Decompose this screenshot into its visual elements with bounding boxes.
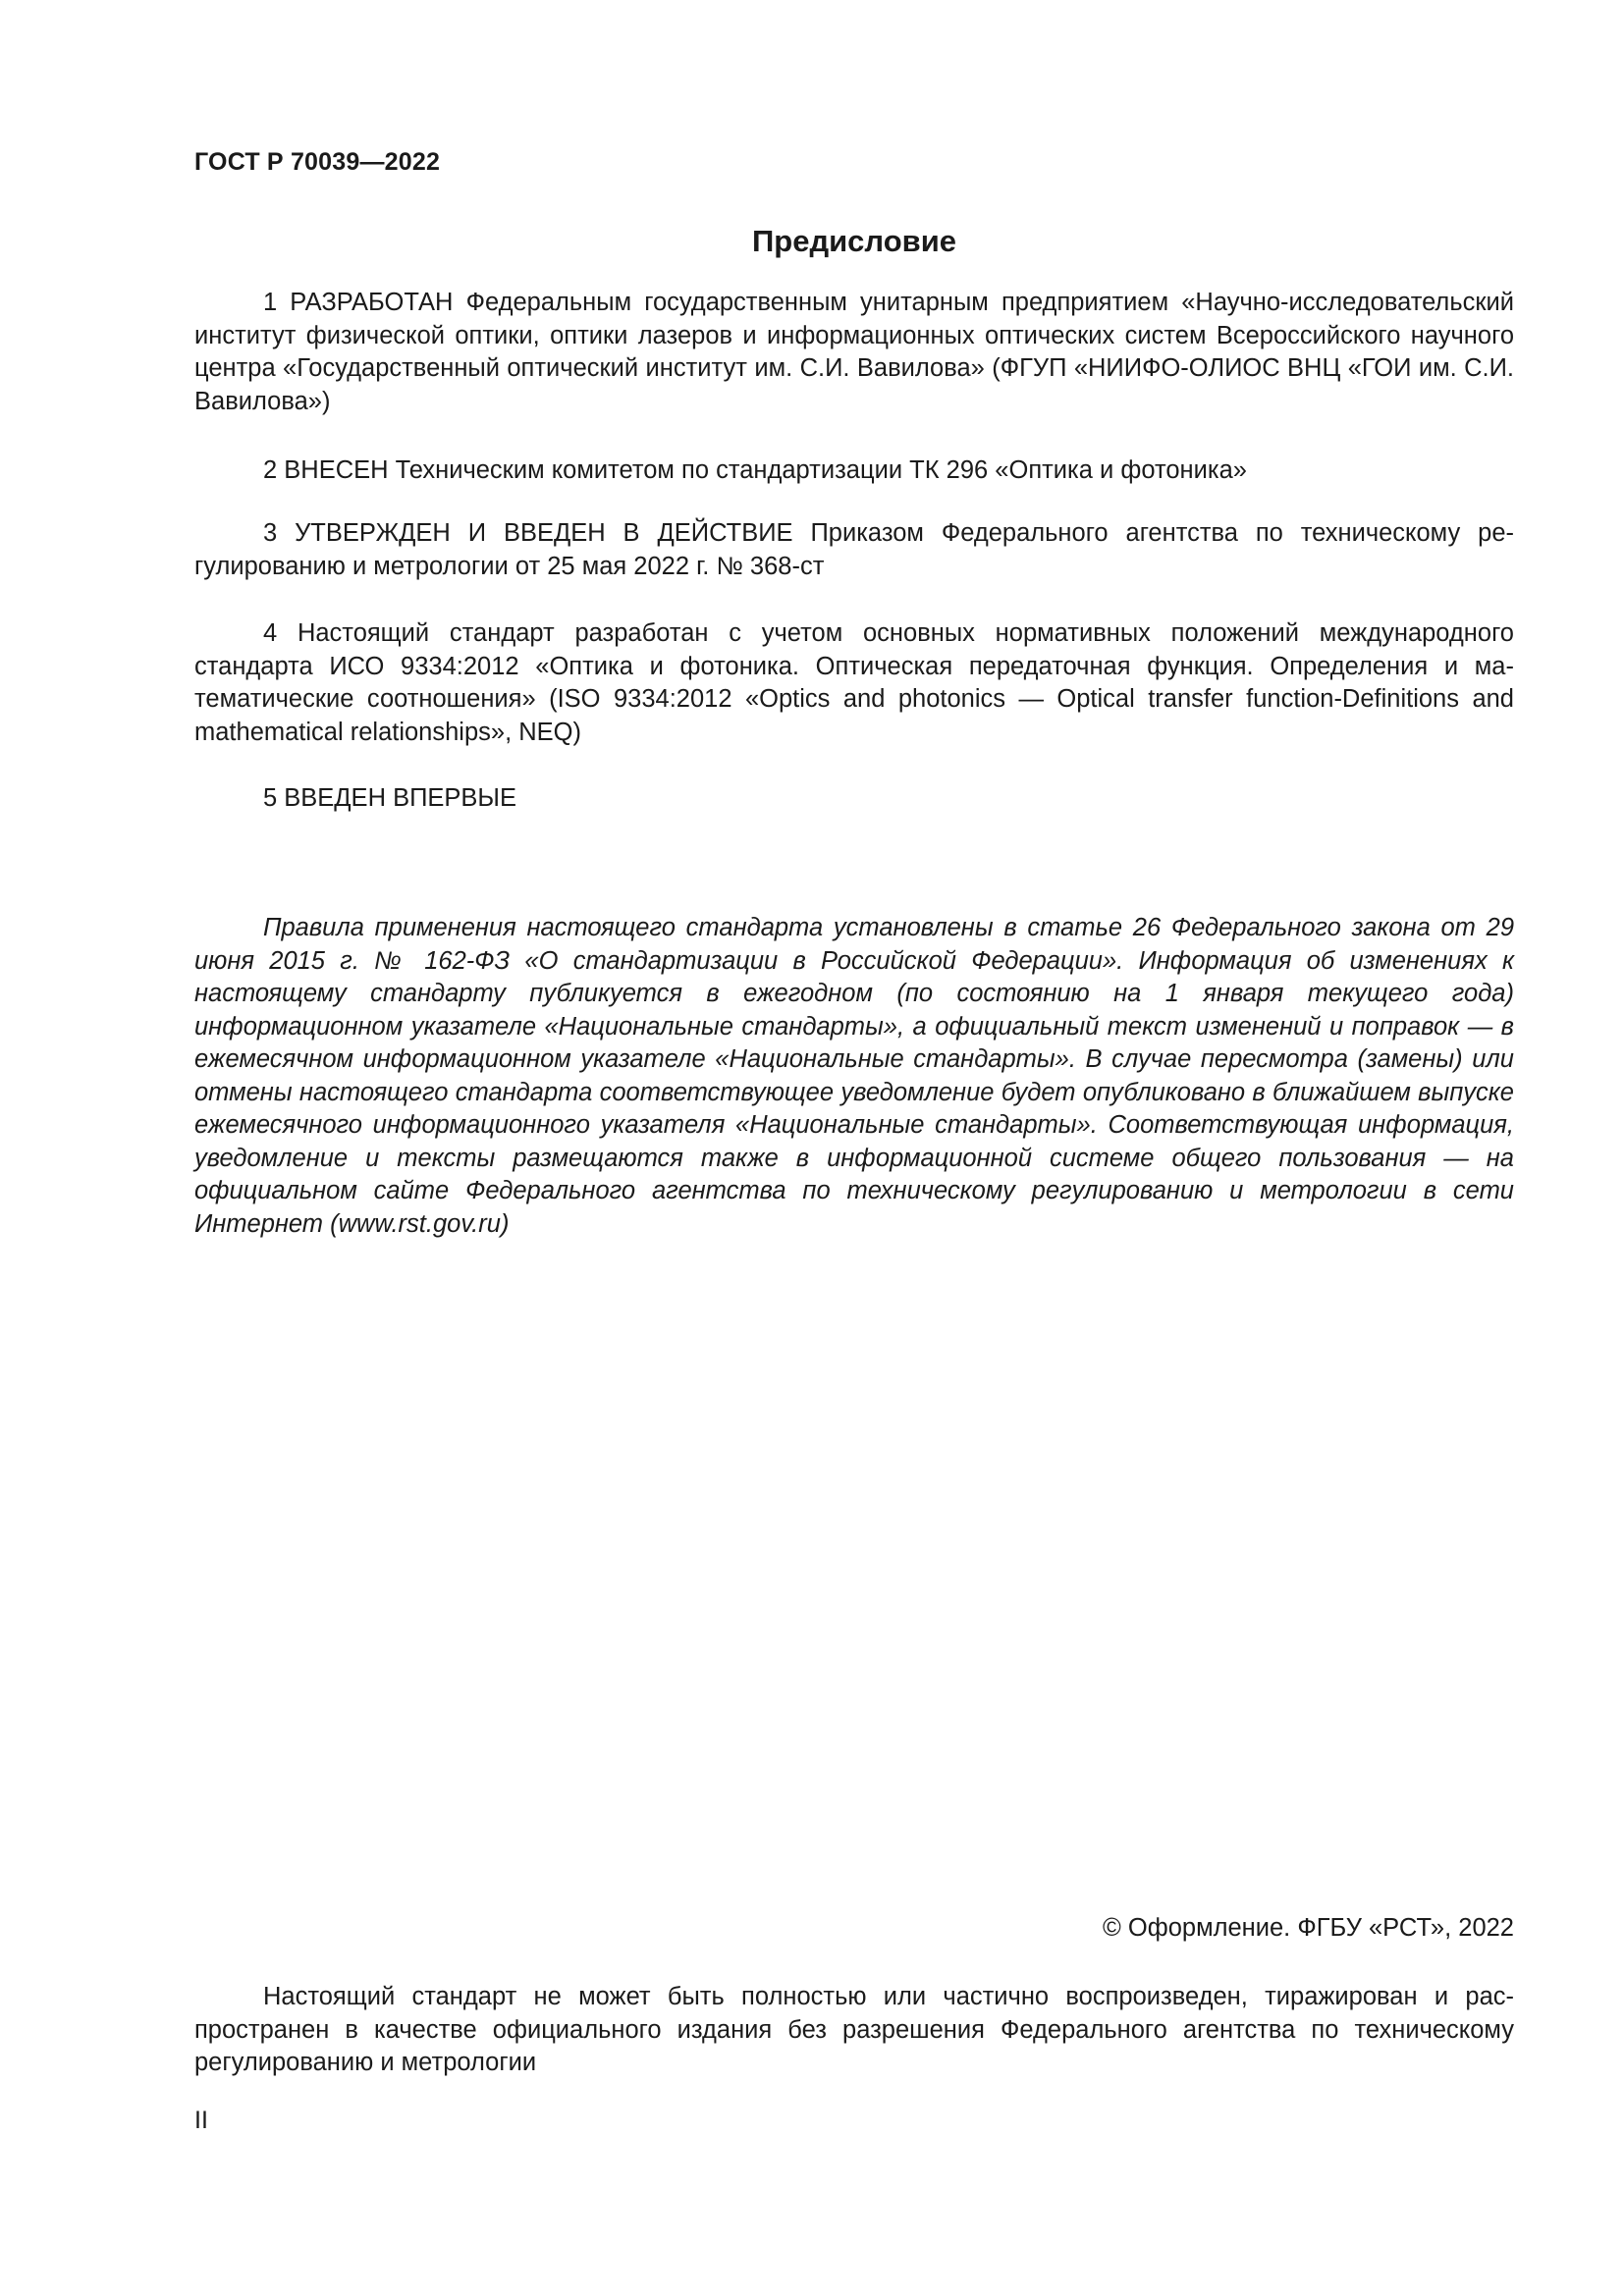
copyright-line: © Оформление. ФГБУ «РСТ», 2022 (1103, 1914, 1514, 1942)
reproduction-notice: Настоящий стандарт не может быть полностью или частично воспроизведен, тиражирован и распространен в качестве официального издания без разрешения Федерального агентства по техническому регулированию и метрологии (194, 1983, 1514, 2076)
page-number: II (194, 2107, 208, 2134)
foreword-item-introduced: 5 ВВЕДЕН ВПЕРВЫЕ (263, 784, 517, 812)
page-title: Предисловие (751, 224, 956, 258)
foreword-item-approved: 3 УТВЕРЖДЕН И ВВЕДЕН В ДЕЙСТВИЕ Приказом Федерального агентства по техническому регулированию и метрологии от 25 мая 2022 г. № 368-ст (194, 519, 1514, 580)
foreword-item-basis: 4 Настоящий стандарт разработан с учетом основных нормативных положений международного стандарта ИСО 9334:2012 «Оптика и фотоника. Оптическая передаточная функция. Определения и математические соотношения» (ISO 9334:2012 «Optics and photonics — Optical transfer function-Definitions and mathematical relationships», NEQ) (194, 619, 1514, 746)
document-code: ГОСТ Р 70039—2022 (194, 148, 441, 176)
foreword-item-developed: 1 РАЗРАБОТАН Федеральным государственным унитарным предприятием «Научно-исследовательский институт физической оптики, оптики лазеров и информационных оптических систем Всероссийского научного центра «Государственный оптический институт им. С.И. Вавилова» (ФГУП «НИИФО-ОЛИОС ВНЦ «ГОИ им. С.И. Вавилова») (194, 289, 1514, 415)
foreword-item-submitted: 2 ВНЕСЕН Техническим комитетом по стандартизации ТК 296 «Оптика и фотоника» (263, 456, 1247, 484)
rules-of-application-note: Правила применения настоящего стандарта установлены в статье 26 Федерального закона от 29 июня 2015 г. № 162-ФЗ «О стандартизации в Российской Федерации». Информация об изменениях к настоящему стандарту публикуется в ежегодном (по состоянию на 1 января текущего года) информационном указателе «Национальные стандарты», а официальный текст изменений и поправок — в ежемесячном информационном указателе «Национальные стандарты». В случае пересмотра (замены) или отмены настоящего стандарта соответствующее уведомление будет опубликовано в ближайшем выпуске ежемесячного информационного указателя «Национальные стандарты». Соответствующая информация, уведомление и тексты размещаются также в информационной системе общего пользования — на официальном сайте Федерального агентства по техническому регулированию и метрологии в сети Интернет (www.rst.gov.ru) (194, 914, 1514, 1238)
